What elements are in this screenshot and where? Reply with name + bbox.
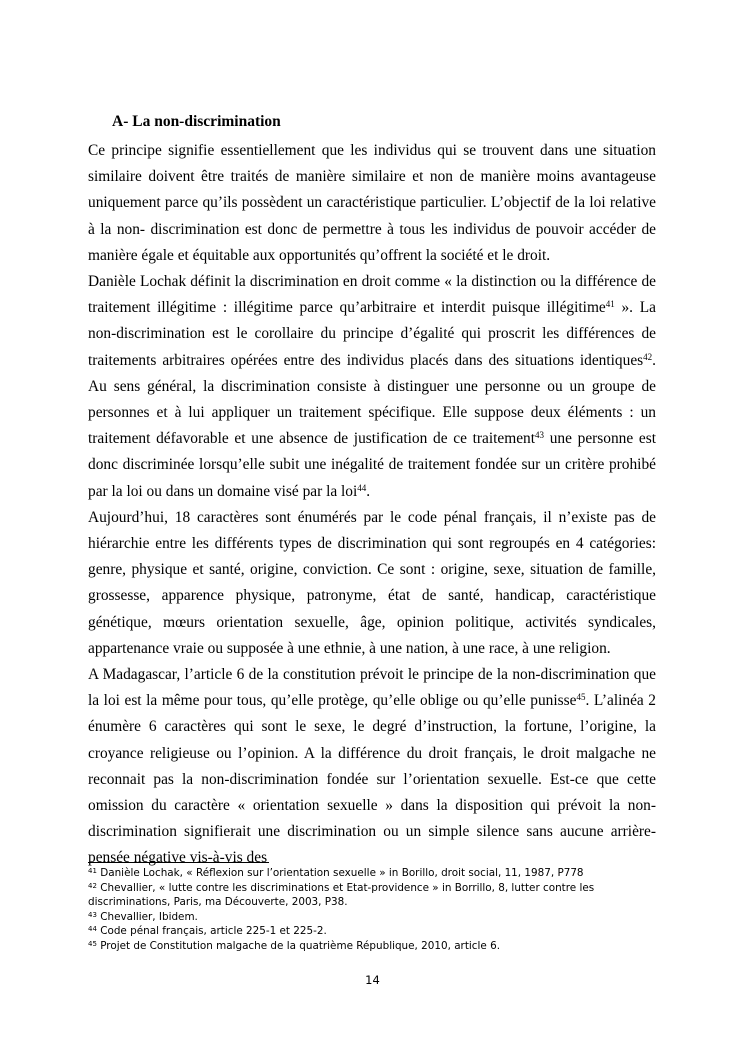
footnote-45 [88,939,648,954]
footnote-number: 43 [88,910,97,919]
footnote-41 [88,866,648,881]
footnote-ref-44[interactable]: 44 [357,482,367,493]
paragraph-text: . L’alinéa 2 énumère 6 caractères qui sont le sexe, le degré d’instruction, la fortune, l’origine, la croyance religieuse ou l’opinion. A la différence du droit français, le droit malgache ne reconnait pas la non-discrimination fondée sur l’orientation sexuelle. Est-ce que cette omission du caractère « orientation sexuelle » dans la disposition qui prévoit la non-discrimination signifierait une discrimination ou un simple silence sans aucune arrière-pensée négative vis-à-vis des [88,692,656,867]
paragraph-text: A Madagascar, l’article 6 de la constitution prévoit le principe de la non-discrimination que la loi est la même pour tous, qu’elle protège, qu’elle oblige ou qu’elle punisse [88,666,656,710]
paragraph-lochak-definition [88,269,656,505]
footnote-42 [88,881,648,910]
footnote-ref-42[interactable]: 42 [643,351,653,362]
paragraph-text: une personne est donc discriminée lorsqu’elle subit une inégalité de traitement fondée sur un critère prohibé par la loi ou dans un domaine visé par la loi [88,430,657,500]
page-number: 14 [365,973,380,987]
footnotes [88,866,648,954]
paragraph-madagascar [88,662,656,872]
paragraph-text: . [366,482,371,500]
footnote-text: Chevallier, Ibidem. [96,910,198,923]
paragraph-code-penal: Aujourd’hui, 18 caractères sont énumérés par le code pénal français, il n’existe pas de hiérarchie entre les différents types de discrimination qui sont regroupés en 4 catégories: genre, physique et santé, origine, conviction. Ce sont : origine, sexe, situation de famille, grossesse, apparence physique, patronyme, état de santé, handicap, caractéristique génétique, mœurs orientation sexuelle, âge, opinion politique, activités syndicales, appartenance vraie ou supposée à une ethnie, à une nation, à une race, à une religion. [88,508,656,657]
paragraph-text: Danièle Lochak définit la discrimination en droit comme « la distinction ou la différence de traitement illégitime : illégitime parce qu’arbitraire et interdit puisque illégitime [88,273,656,317]
footnote-ref-41[interactable]: 41 [605,299,615,310]
section-heading: A- La non-discrimination [112,113,281,130]
footnote-ref-43[interactable]: 43 [535,430,545,441]
footnote-text: Danièle Lochak, « Réflexion sur l’orientation sexuelle » in Borillo, droit social, 11, 1987, P778 [96,867,584,879]
footnote-number: 42 [88,881,97,890]
footnote-separator [88,862,269,863]
footnote-text: Code pénal français, article 225-1 et 225-2. [96,925,327,938]
paragraph-text: . Au sens général, la discrimination consiste à distinguer une personne ou un groupe de personnes et à lui appliquer un traitement spécifique. Elle suppose deux éléments : un traitement défavorable et une absence de justification de ce traitement [88,351,656,448]
footnote-number: 41 [88,867,97,875]
paragraph-principle: Ce principe signifie essentiellement que les individus qui se trouvent dans une situation similaire doivent être traités de manière similaire et non de manière moins avantageuse uniquement parce qu’ils possèdent un caractéristique particulier. L’objectif de la loi relative à la non- discrimination est donc de permettre à tous les individus de pouvoir accéder de manière égale et équitable aux opportunités qu’offrent la société et le droit. [88,142,656,264]
footnote-44 [88,924,648,939]
footnote-43 [88,910,648,925]
paragraph-text: ». La non-discrimination est le corollaire du principe d’égalité qui proscrit les différences de traitements arbitraires opérées entre des individus placés dans des situations identiques [88,299,656,369]
footnote-number: 45 [88,939,97,948]
footnote-ref-45[interactable]: 45 [576,692,586,703]
body-text [88,138,656,872]
footnote-text: Chevallier, « lutte contre les discriminations et Etat-providence » in Borrillo, 8, lutter contre les discriminations, Paris, ma Découverte, 2003, P38. [88,881,595,909]
footnote-text: Projet de Constitution malgache de la quatrième République, 2010, article 6. [96,939,500,952]
footnote-number: 44 [88,925,97,934]
